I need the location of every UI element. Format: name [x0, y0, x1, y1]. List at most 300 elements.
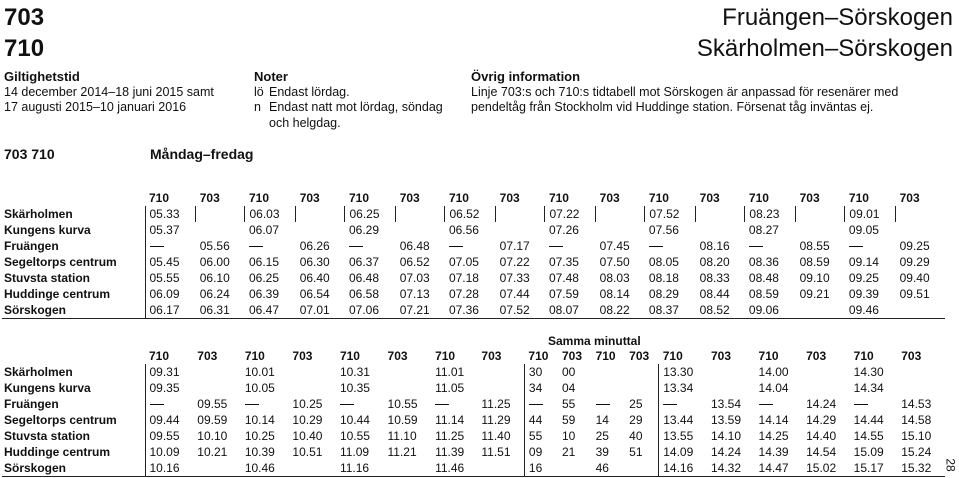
route-column-header: 703 — [901, 349, 922, 363]
route-column-header: 703 — [197, 349, 218, 363]
stop-name: Sörskogen — [2, 460, 145, 476]
departure-time — [296, 222, 345, 238]
table-row — [2, 460, 945, 476]
table-row — [2, 238, 945, 254]
no-stop-dash — [845, 238, 896, 254]
dash-icon — [245, 404, 259, 405]
departure-time: 14.47 — [755, 460, 803, 476]
departure-time: 09.44 — [145, 412, 193, 428]
validity-section — [4, 69, 244, 116]
no-stop-dash — [592, 396, 626, 412]
dash-icon — [435, 404, 449, 405]
departure-time: 07.05 — [448, 255, 479, 269]
route-destinations — [697, 2, 953, 64]
departure-time: 06.30 — [299, 255, 330, 269]
departure-time: 09.39 — [848, 287, 879, 301]
departure-time: 06.26 — [299, 239, 330, 253]
departure-time: 15.10 — [901, 429, 932, 443]
day-bar-days: Måndag–fredag — [150, 146, 254, 162]
dash-icon — [349, 246, 363, 247]
no-stop-dash — [445, 238, 496, 254]
route-column-header: 703 — [799, 191, 820, 205]
departure-time: 10.05 — [244, 381, 275, 395]
route-column-header: 703 — [387, 349, 408, 363]
dash-icon — [449, 246, 463, 247]
departure-time: 09.51 — [899, 287, 930, 301]
departure-time — [288, 380, 336, 396]
dash-icon — [849, 246, 863, 247]
dash-icon — [340, 404, 354, 405]
departure-time: 11.16 — [336, 460, 384, 476]
no-stop-dash — [645, 238, 696, 254]
departure-time: 10.25 — [244, 429, 275, 443]
note-text: Endast lördag. — [269, 84, 350, 99]
departure-time: 08.29 — [648, 287, 679, 301]
departure-time: 06.37 — [348, 255, 379, 269]
departure-time — [384, 364, 432, 380]
departure-time — [396, 222, 445, 238]
departure-time — [796, 206, 845, 222]
stop-name: Stuvsta station — [4, 429, 91, 443]
departure-time: 11.21 — [387, 445, 417, 459]
timetable-weekday-morning — [2, 190, 945, 319]
departure-time: 13.34 — [659, 380, 707, 396]
departure-time: 06.09 — [145, 286, 196, 302]
departure-time: 07.45 — [599, 239, 630, 253]
departure-time: 09.06 — [745, 302, 796, 318]
departure-time: 55 — [524, 428, 558, 444]
departure-time: 14.54 — [806, 445, 837, 459]
departure-time: 14.30 — [853, 365, 884, 379]
departure-time — [625, 460, 659, 476]
departure-time: 06.56 — [448, 223, 479, 237]
departure-time: 05.55 — [145, 270, 196, 286]
departure-time: 08.37 — [645, 302, 696, 318]
no-stop-dash — [524, 396, 558, 412]
departure-time: 06.39 — [248, 287, 280, 301]
note-item — [254, 85, 464, 101]
departure-time: 14.14 — [758, 413, 789, 427]
departure-time: 14.00 — [758, 365, 789, 379]
departure-time: 11.10 — [387, 429, 417, 443]
stop-name: Fruängen — [4, 239, 59, 253]
no-stop-dash — [145, 238, 196, 254]
dash-icon — [249, 246, 263, 247]
other-info-text: Linje 703:s och 710:s tidtabell mot Sörskogen är anpassad för resenärer med pendeltåg från Stockholm vid Huddinge station. Försenat tåg inväntas ej. — [471, 84, 899, 114]
day-bar-routes: 703 710 — [4, 146, 55, 162]
departure-time: 10.35 — [339, 381, 370, 395]
dash-icon — [854, 404, 868, 405]
destination-710: Skärholmen–Sörskogen — [696, 35, 953, 62]
departure-time: 34 — [524, 380, 558, 396]
departure-time — [802, 380, 850, 396]
departure-time — [625, 364, 659, 380]
departure-time: 11.46 — [431, 460, 477, 476]
destination-703: Fruängen–Sörskogen — [722, 4, 953, 31]
departure-time: 16 — [524, 460, 558, 476]
departure-time: 09.31 — [145, 364, 193, 380]
departure-time: 05.37 — [145, 222, 196, 238]
departure-time: 13.44 — [659, 412, 707, 428]
route-column-header: 703 — [199, 191, 220, 205]
no-stop-dash — [336, 396, 384, 412]
departure-time: 10.29 — [292, 413, 323, 427]
dash-icon — [150, 246, 164, 247]
departure-time — [802, 364, 850, 380]
samma-column-header: 710 — [595, 349, 616, 363]
departure-time — [296, 206, 345, 222]
departure-time: 06.54 — [299, 287, 330, 301]
route-column-header: 710 — [248, 191, 270, 205]
route-column-header: 710 — [848, 191, 869, 205]
departure-time — [496, 206, 545, 222]
departure-time: 14.09 — [659, 444, 707, 460]
departure-time: 09.29 — [899, 255, 930, 269]
departure-time: 08.27 — [748, 223, 779, 237]
note-mark: n — [254, 100, 261, 114]
no-stop-dash — [850, 396, 898, 412]
departure-time: 14.24 — [806, 397, 837, 411]
departure-time: 09.25 — [848, 271, 879, 285]
route-column-header: 703 — [599, 191, 620, 205]
departure-time: 08.03 — [599, 271, 630, 285]
departure-time: 46 — [592, 460, 626, 476]
departure-time — [496, 222, 545, 238]
no-stop-dash — [755, 396, 803, 412]
departure-time: 08.52 — [696, 302, 745, 318]
route-column-header: 710 — [758, 349, 779, 363]
departure-time: 09.35 — [145, 380, 193, 396]
stop-name: Segeltorps centrum — [4, 255, 117, 269]
departure-time: 11.51 — [481, 445, 511, 459]
route-column-header: 703 — [481, 349, 502, 363]
stop-name: Kungens kurva — [4, 381, 91, 395]
departure-time: 13.30 — [659, 364, 707, 380]
departure-time: 06.17 — [145, 302, 196, 318]
route-column-header: 703 — [399, 191, 420, 205]
stop-name: Skärholmen — [4, 207, 73, 221]
departure-time: 06.15 — [248, 255, 280, 269]
stop-name: Skärholmen — [4, 365, 73, 379]
departure-time: 08.55 — [799, 239, 830, 253]
departure-time: 10.09 — [145, 444, 193, 460]
table-row — [2, 444, 945, 460]
departure-time: 14.40 — [806, 429, 837, 443]
dash-icon — [759, 404, 773, 405]
departure-time: 06.48 — [348, 271, 379, 285]
route-column-header: 703 — [699, 191, 720, 205]
departure-time: 07.18 — [448, 271, 479, 285]
departure-time — [596, 222, 645, 238]
departure-time: 10.16 — [145, 460, 193, 476]
departure-time: 06.25 — [345, 206, 396, 222]
dash-icon — [150, 404, 164, 405]
departure-time: 11.14 — [435, 413, 465, 427]
departure-time: 14.04 — [758, 381, 789, 395]
departure-time: 10.55 — [387, 397, 418, 411]
route-column-header: 710 — [548, 191, 569, 205]
departure-time: 14.29 — [806, 413, 837, 427]
departure-time: 08.33 — [699, 271, 730, 285]
departure-time: 06.00 — [199, 255, 230, 269]
departure-time: 40 — [629, 429, 643, 443]
validity-line-2: 17 augusti 2015–10 januari 2016 — [4, 100, 187, 114]
no-stop-dash — [345, 238, 396, 254]
validity-line-1: 14 december 2014–18 juni 2015 samt — [4, 84, 214, 99]
samma-column-header: 710 — [528, 349, 549, 363]
departure-time: 15.24 — [901, 445, 932, 459]
departure-time: 29 — [629, 413, 643, 427]
route-column-header: 703 — [899, 191, 920, 205]
departure-time: 07.26 — [548, 223, 579, 237]
no-stop-dash — [745, 238, 796, 254]
departure-time: 39 — [595, 445, 609, 459]
departure-time: 13.54 — [710, 397, 742, 411]
note-mark: lö — [254, 84, 264, 99]
dash-icon — [649, 246, 663, 247]
departure-time: 14.58 — [901, 413, 932, 427]
departure-time: 07.03 — [399, 271, 430, 285]
departure-time — [796, 302, 845, 318]
departure-time: 10.40 — [292, 429, 323, 443]
departure-time: 06.47 — [245, 302, 296, 318]
departure-time: 15.32 — [897, 460, 945, 476]
departure-time: 07.21 — [396, 302, 445, 318]
departure-time — [558, 460, 592, 476]
departure-time: 07.36 — [445, 302, 496, 318]
route-numbers — [4, 2, 44, 64]
departure-time: 08.05 — [648, 255, 679, 269]
no-stop-dash — [431, 396, 477, 412]
route-number-703: 703 — [4, 4, 45, 31]
departure-time — [384, 380, 432, 396]
departure-time: 07.52 — [645, 206, 696, 222]
departure-time — [384, 460, 432, 476]
page-number: 28 — [943, 458, 958, 472]
departure-time: 08.48 — [748, 271, 779, 285]
table-row — [2, 286, 945, 302]
departure-time — [596, 206, 645, 222]
departure-time: 07.59 — [548, 287, 579, 301]
stop-name: Kungens kurva — [4, 223, 91, 237]
departure-time — [897, 380, 945, 396]
departure-time: 08.59 — [799, 255, 830, 269]
table-row — [2, 412, 945, 428]
route-column-header: 710 — [244, 349, 265, 363]
samma-column-header: 703 — [629, 349, 650, 363]
departure-time — [896, 222, 945, 238]
route-column-header: 710 — [348, 191, 369, 205]
departure-time: 11.39 — [435, 445, 465, 459]
dash-icon — [529, 404, 543, 405]
departure-time: 09.14 — [848, 255, 879, 269]
departure-time: 04 — [561, 381, 576, 395]
departure-time: 08.16 — [699, 239, 730, 253]
departure-time: 06.10 — [199, 271, 230, 285]
departure-time: 10.51 — [292, 445, 323, 459]
departure-time: 09.59 — [197, 413, 228, 427]
departure-time: 11.29 — [481, 413, 511, 427]
departure-time — [477, 460, 524, 476]
table-row — [2, 364, 945, 380]
departure-time: 07.22 — [545, 206, 596, 222]
departure-time: 06.48 — [399, 239, 430, 253]
departure-time: 08.22 — [596, 302, 645, 318]
departure-time: 05.33 — [145, 206, 196, 222]
departure-time: 08.36 — [748, 255, 779, 269]
stop-name: Segeltorps centrum — [4, 413, 117, 427]
departure-time: 10.55 — [339, 429, 370, 443]
departure-time — [196, 206, 245, 222]
departure-time — [196, 222, 245, 238]
departure-time — [592, 364, 626, 380]
departure-time: 09.46 — [845, 302, 896, 318]
departure-time: 14.39 — [758, 445, 789, 459]
departure-time: 10.25 — [292, 397, 323, 411]
departure-time: 25 — [629, 397, 643, 411]
departure-time: 59 — [561, 413, 576, 427]
departure-time: 11.25 — [435, 429, 465, 443]
route-column-header: 703 — [292, 349, 313, 363]
departure-time: 05.56 — [199, 239, 230, 253]
route-column-header: 710 — [662, 349, 683, 363]
route-number-710: 710 — [4, 35, 45, 62]
departure-time: 10.14 — [244, 413, 275, 427]
route-column-header: 710 — [339, 349, 360, 363]
departure-time — [796, 222, 845, 238]
table-row — [2, 254, 945, 270]
departure-time: 07.48 — [548, 271, 579, 285]
departure-time — [592, 380, 626, 396]
notes-heading: Noter — [254, 69, 288, 84]
departure-time: 00 — [561, 365, 576, 379]
timetable-weekday-midday — [2, 348, 945, 477]
departure-time — [707, 364, 755, 380]
stop-name: Fruängen — [4, 397, 59, 411]
departure-time: 14.44 — [853, 413, 884, 427]
route-column-header: 703 — [499, 191, 520, 205]
departure-time — [625, 380, 659, 396]
departure-time: 14.25 — [758, 429, 789, 443]
departure-time: 10.44 — [339, 413, 370, 427]
departure-time: 10.59 — [387, 413, 418, 427]
departure-time — [193, 380, 241, 396]
departure-time — [477, 380, 524, 396]
table-row — [2, 222, 945, 238]
departure-time: 11.05 — [435, 381, 465, 395]
departure-time — [696, 222, 745, 238]
departure-time — [288, 364, 336, 380]
departure-time: 06.03 — [245, 206, 296, 222]
departure-time: 07.33 — [499, 271, 530, 285]
table-row — [2, 302, 945, 318]
departure-time: 06.29 — [348, 223, 379, 237]
departure-time: 07.22 — [499, 255, 530, 269]
no-stop-dash — [145, 396, 193, 412]
departure-time: 07.52 — [496, 302, 545, 318]
route-column-header: 710 — [149, 349, 170, 363]
departure-time: 07.56 — [648, 223, 679, 237]
no-stop-dash — [241, 396, 289, 412]
departure-time: 15.02 — [802, 460, 850, 476]
departure-time: 06.52 — [445, 206, 496, 222]
departure-time: 06.40 — [299, 271, 330, 285]
departure-time — [477, 364, 524, 380]
departure-time: 09.10 — [799, 271, 830, 285]
departure-time: 11.09 — [339, 445, 370, 459]
departure-time — [288, 460, 336, 476]
no-stop-dash — [659, 396, 707, 412]
departure-time: 08.18 — [648, 271, 679, 285]
departure-time: 10 — [561, 429, 576, 443]
departure-time — [396, 206, 445, 222]
departure-time: 08.44 — [699, 287, 730, 301]
departure-time: 14.34 — [853, 381, 884, 395]
departure-time: 10.01 — [244, 365, 275, 379]
departure-time: 13.55 — [659, 428, 707, 444]
departure-time: 25 — [595, 429, 609, 443]
route-column-header: 703 — [299, 191, 320, 205]
note-text: Endast natt mot lördag, söndag och helgdag. — [269, 100, 443, 130]
departure-time — [896, 206, 945, 222]
departure-time: 14 — [595, 413, 609, 427]
stop-name: Sörskogen — [2, 302, 145, 318]
route-column-header: 710 — [149, 191, 170, 205]
route-column-header: 703 — [806, 349, 827, 363]
stop-header-blank — [2, 190, 145, 206]
departure-time: 09.25 — [899, 239, 930, 253]
departure-time — [193, 460, 241, 476]
no-stop-dash — [245, 238, 296, 254]
stop-name: Huddinge centrum — [4, 445, 111, 459]
table-row — [2, 206, 945, 222]
departure-time — [896, 302, 945, 318]
departure-time: 06.58 — [348, 287, 379, 301]
departure-time: 51 — [629, 445, 643, 459]
dash-icon — [549, 246, 563, 247]
departure-time: 10.39 — [244, 445, 275, 459]
table-row — [2, 396, 945, 412]
departure-time: 09.55 — [197, 397, 228, 411]
notes-section — [254, 69, 464, 131]
stop-header-blank — [2, 348, 145, 364]
departure-time: 55 — [561, 397, 576, 411]
departure-time: 08.59 — [748, 287, 779, 301]
departure-time: 06.52 — [399, 255, 430, 269]
route-column-header: 710 — [448, 191, 469, 205]
note-item — [254, 100, 464, 131]
departure-time: 07.13 — [399, 287, 430, 301]
departure-time — [707, 380, 755, 396]
departure-time: 10.46 — [241, 460, 289, 476]
departure-time: 07.17 — [499, 239, 530, 253]
departure-time: 15.17 — [850, 460, 898, 476]
departure-time: 44 — [524, 412, 558, 428]
route-column-header: 710 — [853, 349, 874, 363]
departure-time — [897, 364, 945, 380]
dash-icon — [663, 404, 677, 405]
departure-time: 06.24 — [199, 287, 230, 301]
departure-time: 10.31 — [339, 365, 370, 379]
departure-time: 14.16 — [659, 460, 707, 476]
departure-time: 14.55 — [853, 429, 884, 443]
departure-time: 07.50 — [599, 255, 630, 269]
route-column-header: 710 — [748, 191, 769, 205]
dash-icon — [596, 404, 610, 405]
departure-time: 09.21 — [799, 287, 830, 301]
departure-time: 30 — [524, 364, 558, 380]
departure-time: 07.35 — [548, 255, 579, 269]
